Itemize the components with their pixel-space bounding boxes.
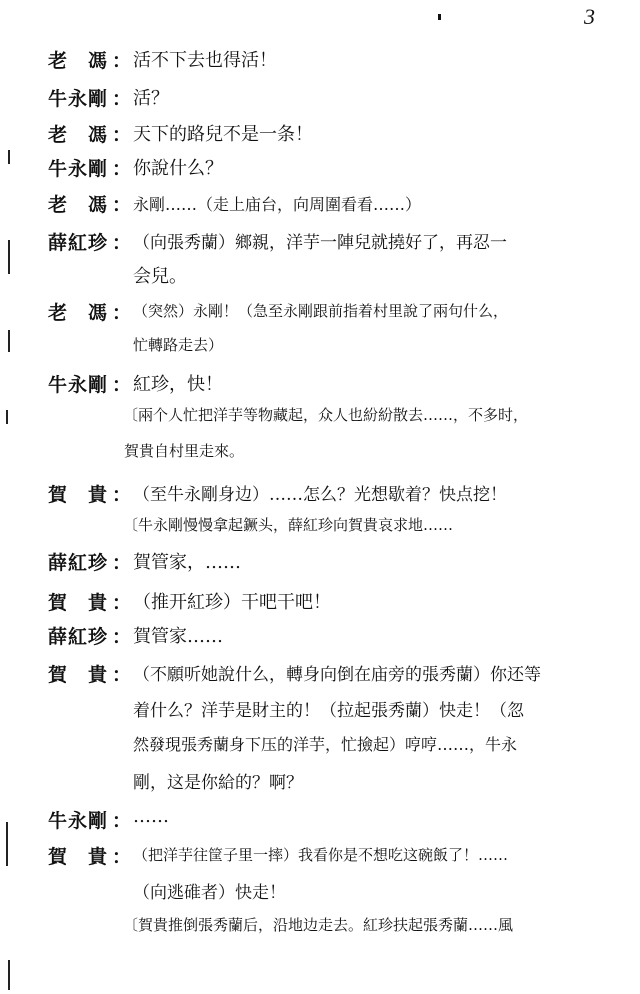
continuation-line — [0, 334, 640, 364]
speech-continuation: 然發現張秀蘭身下压的洋芋，忙撿起）哼哼……，牛永 — [133, 735, 518, 754]
speech-text: （突然）永剛！（急至永剛跟前指着村里說了兩句什么， — [133, 302, 509, 320]
dialogue-line: 牛永剛 ： 紅珍，快！ — [0, 370, 640, 400]
speech-text: （至牛永剛身边）……怎么？光想歇着？快点挖！ — [133, 485, 507, 505]
stage-direction — [0, 914, 640, 944]
speech-text: （向張秀蘭）鄉親，洋芋一陣兒就撓好了，再忍一 — [133, 233, 507, 253]
speech-text: 活？ — [133, 88, 169, 109]
continuation-line — [0, 696, 640, 726]
speech-text: 天下的路兒不是一条！ — [133, 124, 313, 145]
continuation-line — [0, 262, 640, 292]
dialogue-line: 薛紅珍 ： （向張秀蘭）鄉親，洋芋一陣兒就撓好了，再忍一 — [0, 228, 640, 258]
margin-mark — [8, 960, 10, 990]
speech-continuation: 忙轉路走去） — [133, 336, 224, 354]
speaker-name: 薛紅珍 — [48, 232, 109, 254]
speaker-name: 老 馮 — [48, 194, 109, 216]
stage-direction-text: 〔賀貴推倒張秀蘭后，沿地边走去。紅珍扶起張秀蘭……風 — [123, 916, 514, 934]
dialogue-line: 賀 貴 ： （推开紅珍）干吧干吧！ — [0, 588, 640, 618]
speech-text: …… — [133, 806, 169, 827]
speaker-name: 賀 貴 — [48, 592, 109, 614]
stage-direction-text: 〔兩个人忙把洋芋等物藏起，众人也紛紛散去……，不多时， — [123, 406, 529, 424]
speech-continuation: 着什么？洋芋是財主的！（拉起張秀蘭）快走！（忽 — [133, 701, 524, 721]
speaker-name: 牛永剛 — [48, 88, 109, 110]
speech-text: （不願听她說什么，轉身向倒在庙旁的張秀蘭）你还等 — [133, 665, 541, 685]
speaker-name: 賀 貴 — [48, 484, 109, 506]
continuation-line — [0, 878, 640, 908]
stage-direction — [0, 440, 640, 470]
dialogue-line: 老 馮 ： 永剛……（走上庙台，向周圍看看……） — [0, 190, 640, 220]
dialogue-line: 賀 貴 ： （把洋芋往筐子里一摔）我看你是不想吃这碗飯了！…… — [0, 842, 640, 872]
speaker-name: 賀 貴 — [48, 664, 109, 686]
speech-text: 賀管家…… — [133, 626, 223, 647]
dialogue-line: 賀 貴 ： （不願听她說什么，轉身向倒在庙旁的張秀蘭）你还等 — [0, 660, 640, 690]
stage-direction — [0, 514, 640, 544]
speech-text: （把洋芋往筐子里一摔）我看你是不想吃这碗飯了！…… — [133, 846, 509, 864]
speech-text: 永剛……（走上庙台，向周圍看看……） — [133, 195, 422, 214]
speaker-name: 薛紅珍 — [48, 626, 109, 648]
speaker-name: 薛紅珍 — [48, 552, 109, 574]
dialogue-line: 老 馮 ： 活不下去也得活！ — [0, 46, 640, 76]
stage-direction-continuation: 賀貴自村里走來。 — [124, 442, 245, 460]
dialogue-line: 牛永剛 ： …… — [48, 806, 169, 832]
speech-continuation: 剛，这是你給的？啊？ — [133, 773, 303, 793]
speaker-name: 牛永剛 — [48, 810, 109, 832]
speaker-name: 老 馮 — [48, 50, 109, 72]
dialogue-line: 賀 貴 ： （至牛永剛身边）……怎么？光想歇着？快点挖！ — [0, 480, 640, 510]
dialogue-line: 老 馮 ： 天下的路兒不是一条！ — [0, 120, 640, 150]
speaker-name: 老 馮 — [48, 124, 109, 146]
speech-continuation: 会兒。 — [133, 266, 187, 287]
stage-direction-text: 〔牛永剛慢慢拿起鐝头，薛紅珍向賀貴哀求地…… — [123, 516, 454, 534]
speech-text: 賀管家，…… — [133, 552, 241, 573]
speech-text: （推开紅珍）干吧干吧！ — [133, 592, 331, 613]
speaker-name: 賀 貴 — [48, 846, 109, 868]
stage-direction — [0, 404, 640, 434]
dialogue-line: 牛永剛 ： 活？ — [0, 84, 640, 114]
dialogue-line: 薛紅珍 ： 賀管家，…… — [0, 548, 640, 578]
speech-continuation: （向逃碓者）快走！ — [133, 883, 286, 903]
continuation-line — [0, 768, 640, 798]
speech-text: 紅珍，快！ — [133, 374, 223, 395]
dialogue-line: 牛永剛 ： 你說什么？ — [0, 154, 640, 184]
ink-dot — [438, 14, 441, 20]
continuation-line — [0, 732, 640, 762]
speaker-name: 牛永剛 — [48, 158, 109, 180]
dialogue-line: 老 馮 ： （突然）永剛！（急至永剛跟前指着村里說了兩句什么， — [0, 298, 640, 328]
speaker-name: 老 馮 — [48, 302, 109, 324]
speaker-name: 牛永剛 — [48, 374, 109, 396]
dialogue-line: 薛紅珍 ： 賀管家…… — [0, 622, 640, 652]
speech-text: 活不下去也得活！ — [133, 50, 277, 71]
speech-text: 你說什么？ — [133, 158, 223, 179]
page-number: 3 — [584, 4, 595, 29]
